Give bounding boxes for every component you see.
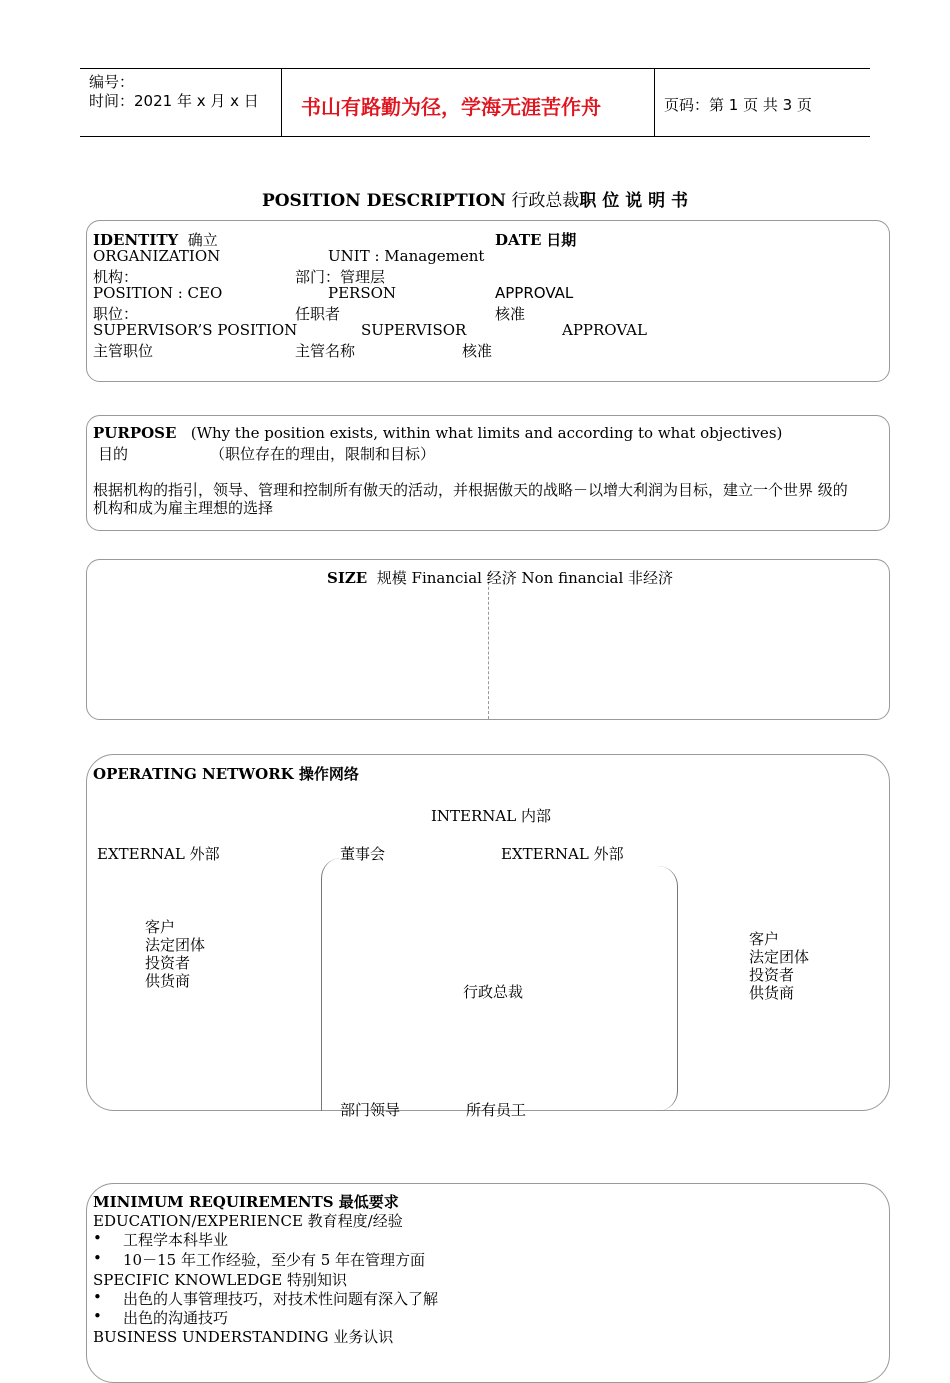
title-chinese-bold: 职 位 说 明 书 — [579, 191, 689, 211]
document-date: 时间：2021 年 x 月 x 日 — [89, 92, 259, 110]
motto: 书山有路勤为径，学海无涯苦作舟 — [301, 95, 601, 119]
organization-label-cn: 机构： — [93, 268, 139, 286]
dept-leaders-node: 部门领导 — [340, 1101, 401, 1119]
header-divider — [281, 68, 282, 136]
page-info: 页码：第 1 页 共 3 页 — [664, 96, 812, 114]
left-brace — [321, 858, 345, 1113]
identity-heading: IDENTITY 确立 — [93, 231, 218, 249]
network-heading: OPERATING NETWORK 操作网络 — [93, 765, 359, 783]
all-staff-node: 所有员工 — [466, 1101, 527, 1119]
title-chinese: 行政总裁 — [505, 191, 580, 211]
purpose-heading-cn: 目的 — [98, 445, 129, 463]
list-item: 供货商 — [749, 984, 795, 1002]
bullet-icon: • — [93, 1229, 102, 1247]
business-understanding-heading: BUSINESS UNDERSTANDING 业务认识 — [93, 1328, 394, 1346]
purpose-body-line: 根据机构的指引，领导、管理和控制所有傲天的活动，并根据傲天的战略－以增大利润为目标，建立一个世界 级的 — [93, 481, 848, 499]
page-title — [0, 186, 950, 211]
list-item: • 出色的人事管理技巧，对技术性问题有深入了解 — [93, 1288, 439, 1308]
header-top-rule — [80, 68, 870, 69]
list-item: 投资者 — [749, 966, 795, 984]
document-number-label: 编号： — [89, 73, 135, 91]
position-label-cn: 职位： — [93, 305, 139, 323]
list-item: 法定团体 — [145, 936, 206, 954]
title-english: POSITION DESCRIPTION — [261, 191, 506, 211]
size-heading: SIZE 规模 Financial 经济 Non financial 非经济 — [327, 569, 674, 587]
education-heading: EDUCATION/EXPERIENCE 教育程度/经验 — [93, 1212, 403, 1230]
list-item: 投资者 — [145, 954, 191, 972]
list-item: • 工程学本科毕业 — [93, 1229, 229, 1249]
right-brace — [652, 866, 678, 1111]
purpose-heading: PURPOSE (Why the position exists, within what limits and according to what objectives) — [93, 424, 783, 442]
ceo-node: 行政总裁 — [463, 983, 524, 1001]
supervisor-label: SUPERVISOR — [361, 321, 467, 339]
list-item: 供货商 — [145, 972, 191, 990]
supervisor-position-label: SUPERVISOR’S POSITION — [93, 321, 298, 339]
unit-label: UNIT : Management — [328, 247, 485, 265]
approval-label: APPROVAL — [495, 284, 574, 302]
date-heading: DATE 日期 — [495, 231, 577, 249]
organization-label: ORGANIZATION — [93, 247, 221, 265]
external-left-list — [145, 918, 235, 990]
header-bottom-rule — [80, 136, 870, 137]
bullet-icon: • — [93, 1307, 102, 1325]
supervisor-position-label-cn: 主管职位 — [93, 342, 154, 360]
purpose-body-line: 机构和成为雇主理想的选择 — [93, 499, 274, 517]
bullet-icon: • — [93, 1288, 102, 1306]
approval-label-2: APPROVAL — [562, 321, 647, 339]
supervisor-label-cn: 主管名称 — [295, 342, 356, 360]
size-divider — [488, 572, 489, 719]
requirements-heading: MINIMUM REQUIREMENTS 最低要求 — [93, 1193, 399, 1211]
external-left-label: EXTERNAL 外部 — [97, 845, 220, 863]
bullet-icon: • — [93, 1249, 102, 1267]
list-item: • 出色的沟通技巧 — [93, 1307, 229, 1327]
external-right-label: EXTERNAL 外部 — [501, 845, 624, 863]
approval-label-cn: 核准 — [495, 305, 526, 323]
internal-label: INTERNAL 内部 — [431, 807, 551, 825]
purpose-desc-cn: （职位存在的理由，限制和目标） — [210, 445, 436, 463]
position-label: POSITION : CEO — [93, 284, 223, 302]
person-label-cn: 任职者 — [295, 305, 341, 323]
list-item: • 10－15 年工作经验，至少有 5 年在管理方面 — [93, 1249, 426, 1269]
list-item: 法定团体 — [749, 948, 810, 966]
board-label: 董事会 — [340, 845, 386, 863]
list-item: 客户 — [749, 930, 780, 948]
list-item: 客户 — [145, 918, 176, 936]
header-divider — [654, 68, 655, 136]
external-right-list — [749, 930, 839, 1002]
unit-label-cn: 部门：管理层 — [295, 268, 386, 286]
specific-knowledge-heading: SPECIFIC KNOWLEDGE 特别知识 — [93, 1271, 347, 1289]
person-label: PERSON — [328, 284, 397, 302]
approval-label-cn-2: 核准 — [462, 342, 493, 360]
